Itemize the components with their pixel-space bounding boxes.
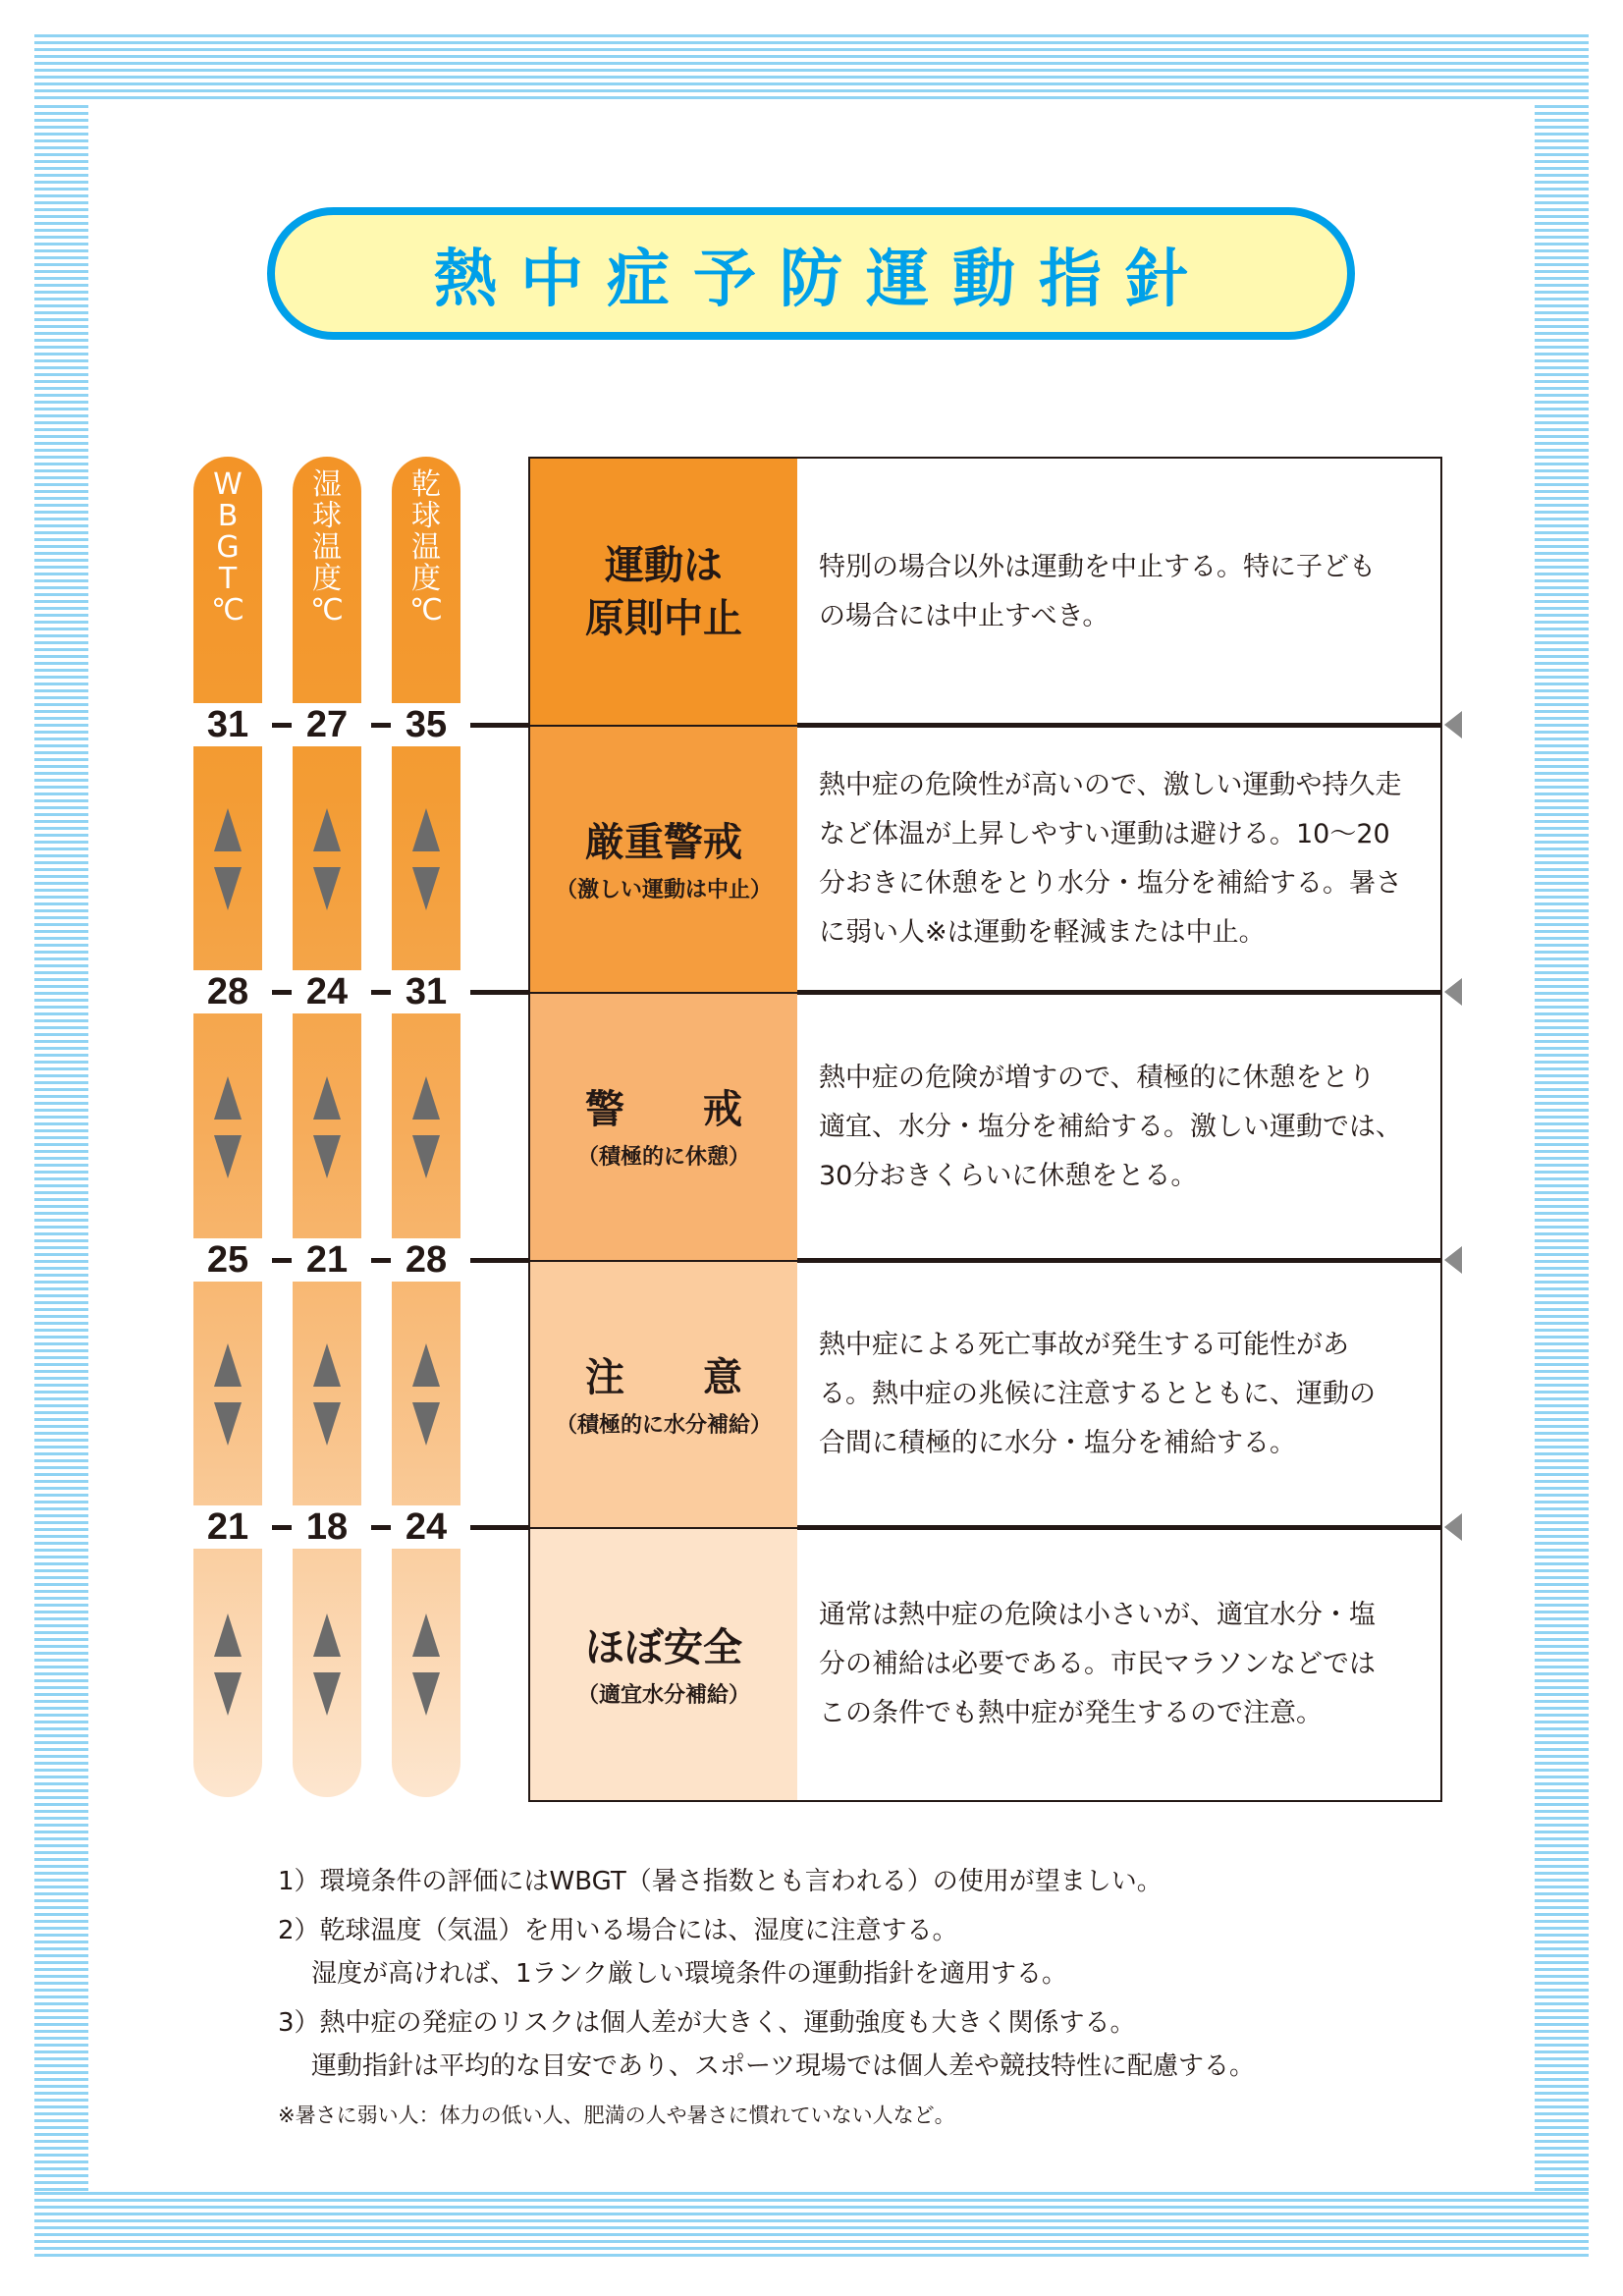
column-bar bbox=[193, 457, 262, 1797]
note-line: 運動指針は平均的な目安であり、スポーツ現場では個人差や競技特性に配慮する。 bbox=[311, 2051, 1255, 2081]
level-description bbox=[819, 543, 1418, 641]
column-header-char: 温 bbox=[411, 530, 441, 565]
bottom-stripe-border bbox=[34, 2192, 1589, 2261]
threshold-value: 35 bbox=[387, 703, 465, 746]
column-header-char: W bbox=[213, 467, 243, 502]
level-title: 運動は bbox=[605, 542, 723, 588]
pointer-icon bbox=[1444, 1513, 1462, 1541]
right-stripe-border bbox=[1535, 105, 1589, 2191]
value-dash bbox=[272, 1258, 292, 1263]
column-header-char: 度 bbox=[411, 562, 441, 596]
level-subtitle: （適宜水分補給） bbox=[576, 1682, 750, 1708]
level-description bbox=[819, 1321, 1418, 1468]
description-line: 熱中症の危険が増すので、積極的に休憩をとり bbox=[819, 1062, 1376, 1093]
threshold-value: 24 bbox=[288, 970, 366, 1013]
down-arrow-icon bbox=[214, 1402, 242, 1446]
up-arrow-icon bbox=[214, 1613, 242, 1657]
level-title: ほぼ安全 bbox=[585, 1624, 742, 1670]
level-label bbox=[530, 1262, 797, 1527]
threshold-value: 18 bbox=[288, 1505, 366, 1549]
column-header-char: ℃ bbox=[310, 593, 344, 628]
note-line: 1）環境条件の評価にはWBGT（暑さ指数とも言われる）の使用が望ましい。 bbox=[278, 1867, 1163, 1896]
description-line: 分の補給は必要である。市民マラソンなどでは bbox=[819, 1649, 1376, 1679]
level-subtitle: （激しい運動は中止） bbox=[555, 877, 772, 902]
description-line: 特別の場合以外は運動を中止する。特に子ども bbox=[819, 551, 1376, 582]
level-subtitle: （積極的に水分補給） bbox=[555, 1412, 772, 1438]
down-arrow-icon bbox=[214, 867, 242, 910]
note-item bbox=[278, 2001, 1255, 2088]
value-dash bbox=[272, 723, 292, 728]
description-line: 30分おきくらいに休憩をとる。 bbox=[819, 1160, 1198, 1191]
level-title: 警 戒 bbox=[585, 1087, 742, 1132]
column-header bbox=[392, 469, 460, 627]
level-label bbox=[530, 727, 797, 992]
level-subtitle: （積極的に休憩） bbox=[576, 1145, 750, 1170]
top-stripe-border bbox=[34, 34, 1589, 103]
down-arrow-icon bbox=[412, 1402, 440, 1446]
down-arrow-icon bbox=[214, 1135, 242, 1178]
level-description bbox=[819, 1591, 1418, 1738]
level-label bbox=[530, 994, 797, 1260]
threshold-value: 24 bbox=[387, 1505, 465, 1549]
down-arrow-icon bbox=[313, 1402, 341, 1446]
column-header-char: G bbox=[216, 530, 240, 565]
notes-list bbox=[278, 1860, 1255, 2088]
description-line: など体温が上昇しやすい運動は避ける。10〜20 bbox=[819, 819, 1390, 849]
threshold-value: 25 bbox=[189, 1238, 267, 1282]
value-dash bbox=[272, 990, 292, 995]
down-arrow-icon bbox=[313, 1672, 341, 1716]
threshold-value: 28 bbox=[189, 970, 267, 1013]
description-line: る。熱中症の兆候に注意するとともに、運動の bbox=[819, 1379, 1376, 1409]
column-bar bbox=[392, 457, 460, 1797]
note-line: 2）乾球温度（気温）を用いる場合には、湿度に注意する。 bbox=[278, 1916, 958, 1945]
value-dash bbox=[371, 1525, 391, 1530]
note-line: 湿度が高ければ、1ランク厳しい環境条件の運動指針を適用する。 bbox=[311, 1959, 1068, 1989]
up-arrow-icon bbox=[313, 1343, 341, 1387]
note-item bbox=[278, 1860, 1255, 1903]
pointer-icon bbox=[1444, 1246, 1462, 1274]
level-description bbox=[819, 761, 1418, 957]
description-line: に弱い人※は運動を軽減または中止。 bbox=[819, 917, 1266, 948]
up-arrow-icon bbox=[412, 1613, 440, 1657]
level-label bbox=[530, 1529, 797, 1800]
threshold-value: 21 bbox=[189, 1505, 267, 1549]
column-header-char: T bbox=[218, 562, 238, 596]
up-arrow-icon bbox=[412, 808, 440, 851]
down-arrow-icon bbox=[412, 867, 440, 910]
up-arrow-icon bbox=[313, 1076, 341, 1120]
description-line: 合間に積極的に水分・塩分を補給する。 bbox=[819, 1428, 1296, 1458]
description-line: 熱中症の危険性が高いので、激しい運動や持久走 bbox=[819, 770, 1402, 800]
pointer-icon bbox=[1444, 711, 1462, 738]
value-dash bbox=[371, 723, 391, 728]
down-arrow-icon bbox=[412, 1135, 440, 1178]
description-line: の場合には中止すべき。 bbox=[819, 600, 1109, 631]
up-arrow-icon bbox=[214, 1343, 242, 1387]
level-title: 原則中止 bbox=[585, 595, 742, 641]
up-arrow-icon bbox=[313, 1613, 341, 1657]
column-header-char: ℃ bbox=[211, 593, 244, 628]
threshold-value: 28 bbox=[387, 1238, 465, 1282]
up-arrow-icon bbox=[412, 1343, 440, 1387]
threshold-value: 31 bbox=[387, 970, 465, 1013]
column-header-char: B bbox=[217, 499, 239, 533]
level-title: 注 意 bbox=[585, 1354, 742, 1400]
description-line: 分おきに休憩をとり水分・塩分を補給する。暑さ bbox=[819, 868, 1402, 899]
value-dash bbox=[272, 1525, 292, 1530]
title-banner bbox=[267, 207, 1355, 340]
description-line: 通常は熱中症の危険は小さいが、適宜水分・塩 bbox=[819, 1600, 1376, 1630]
threshold-value: 27 bbox=[288, 703, 366, 746]
column-header-char: 球 bbox=[411, 499, 441, 533]
note-item bbox=[278, 1909, 1255, 1995]
description-line: 熱中症による死亡事故が発生する可能性があ bbox=[819, 1330, 1349, 1360]
down-arrow-icon bbox=[313, 867, 341, 910]
up-arrow-icon bbox=[412, 1076, 440, 1120]
column-header-char: 球 bbox=[312, 499, 342, 533]
threshold-value: 21 bbox=[288, 1238, 366, 1282]
level-description bbox=[819, 1054, 1418, 1201]
note-line: 3）熱中症の発症のリスクは個人差が大きく、運動強度も大きく関係する。 bbox=[278, 2008, 1136, 2038]
column-header-char: 度 bbox=[312, 562, 342, 596]
column-header-char: ℃ bbox=[409, 593, 443, 628]
column-header-char: 乾 bbox=[411, 467, 441, 502]
column-header-char: 温 bbox=[312, 530, 342, 565]
column-header bbox=[293, 469, 361, 627]
down-arrow-icon bbox=[412, 1672, 440, 1716]
description-line: 適宜、水分・塩分を補給する。激しい運動では、 bbox=[819, 1111, 1402, 1142]
up-arrow-icon bbox=[313, 808, 341, 851]
value-dash bbox=[371, 1258, 391, 1263]
up-arrow-icon bbox=[214, 1076, 242, 1120]
description-line: この条件でも熱中症が発生するので注意。 bbox=[819, 1698, 1323, 1728]
down-arrow-icon bbox=[214, 1672, 242, 1716]
down-arrow-icon bbox=[313, 1135, 341, 1178]
notes-section bbox=[278, 1860, 1255, 2137]
value-dash bbox=[371, 990, 391, 995]
left-stripe-border bbox=[34, 105, 88, 2191]
column-header bbox=[193, 469, 262, 627]
up-arrow-icon bbox=[214, 808, 242, 851]
pointer-icon bbox=[1444, 978, 1462, 1006]
column-bar bbox=[293, 457, 361, 1797]
threshold-value: 31 bbox=[189, 703, 267, 746]
footnote: ※暑さに弱い人：体力の低い人、肥満の人や暑さに慣れていない人など。 bbox=[278, 2104, 955, 2127]
column-header-char: 湿 bbox=[312, 467, 342, 502]
page-title: 熱中症予防運動指針 bbox=[434, 243, 1212, 316]
level-title: 厳重警戒 bbox=[585, 819, 742, 865]
level-label bbox=[530, 459, 797, 725]
